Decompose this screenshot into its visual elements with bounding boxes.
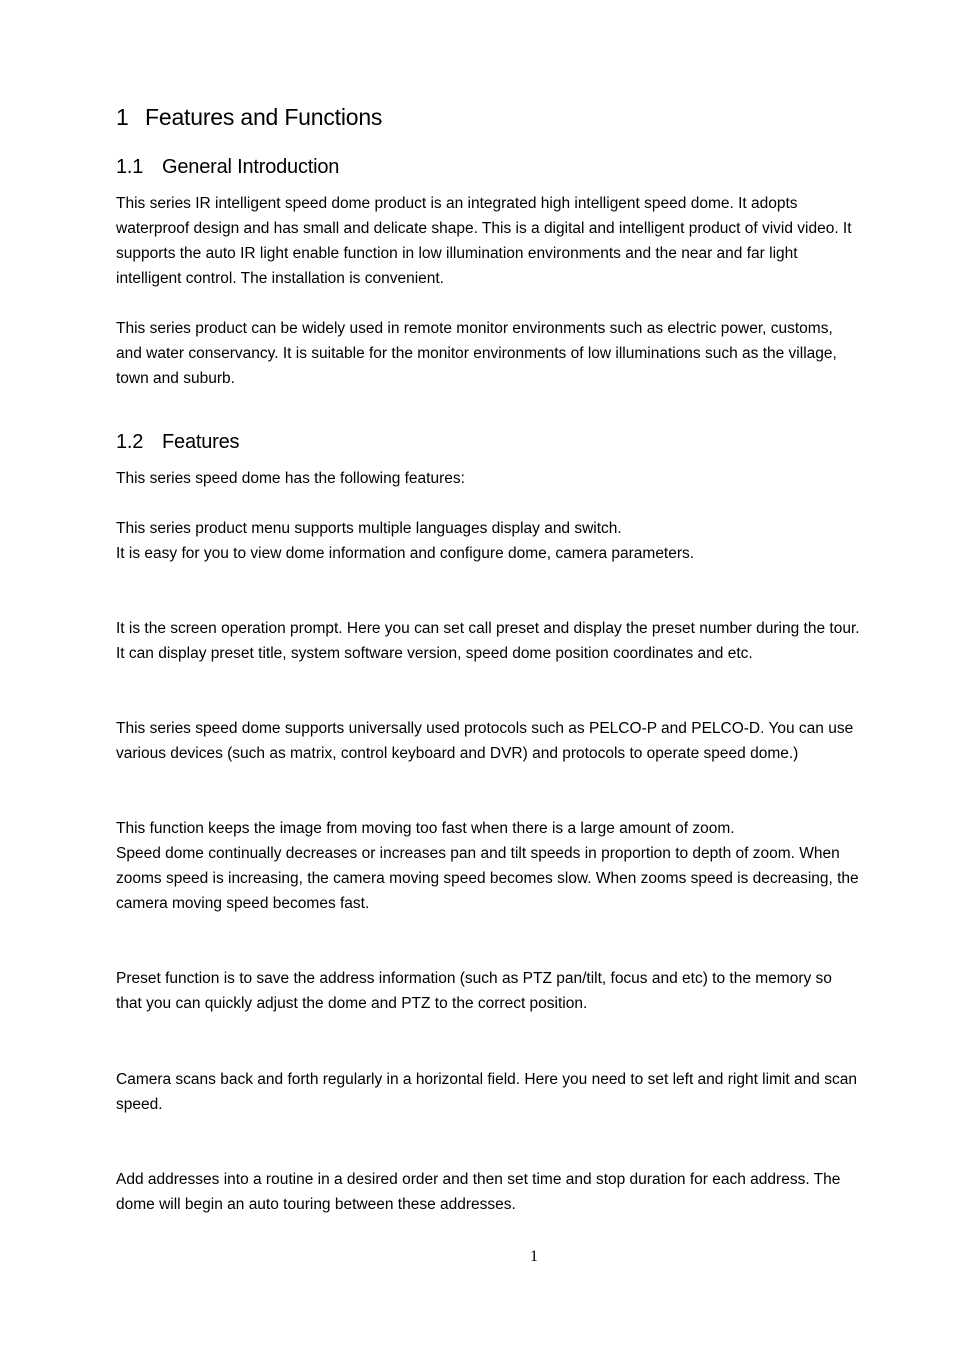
section-title: General Introduction [162, 156, 340, 178]
section-heading-general-introduction [116, 156, 339, 179]
text-line: Camera scans back and forth regularly in a horizontal field. Here you need to set left and right limit and scan [116, 1071, 857, 1088]
text-line: It is the screen operation prompt. Here you can set call preset and display the preset number during the tour. [116, 620, 860, 637]
text-line: This function keeps the image from moving too fast when there is a large amount of zoom. [116, 820, 735, 837]
text-line: This series speed dome has the following features: [116, 470, 465, 487]
page-number: 1 [530, 1248, 538, 1265]
text-line: Preset function is to save the address information (such as PTZ pan/tilt, focus and etc) to the memory so [116, 970, 832, 987]
paragraph-scan [116, 1067, 936, 1117]
paragraph-protocols [116, 716, 936, 766]
text-line: that you can quickly adjust the dome and PTZ to the correct position. [116, 995, 588, 1012]
text-line: waterproof design and has small and delicate shape. This is a digital and intelligent product of vivid video. It [116, 220, 852, 237]
text-line: speed. [116, 1096, 163, 1113]
paragraph-menu [116, 516, 936, 566]
section-number: 1.2 [116, 431, 144, 453]
text-line: This series product can be widely used in remote monitor environments such as electric power, customs, [116, 320, 833, 337]
text-line: Add addresses into a routine in a desired order and then set time and stop duration for each address. The [116, 1171, 841, 1188]
paragraph-tour [116, 1167, 936, 1217]
text-line: various devices (such as matrix, control keyboard and DVR) and protocols to operate speed dome.) [116, 745, 799, 762]
paragraph-zoom-speed [116, 816, 936, 916]
text-line: This series IR intelligent speed dome product is an integrated high intelligent speed dome. It adopts [116, 195, 798, 212]
text-line: and water conservancy. It is suitable for the monitor environments of low illuminations such as the village, [116, 345, 837, 362]
chapter-number: 1 [116, 104, 129, 130]
text-line: town and suburb. [116, 370, 235, 387]
page-footer [0, 1248, 954, 1266]
text-line: camera moving speed becomes fast. [116, 895, 370, 912]
paragraph-preset [116, 966, 936, 1016]
text-line: This series product menu supports multiple languages display and switch. [116, 520, 622, 537]
paragraph-screen-prompt [116, 616, 936, 666]
paragraph-features-intro [116, 466, 936, 491]
text-line: zooms speed is increasing, the camera moving speed becomes slow. When zooms speed is decreasing, the [116, 870, 859, 887]
paragraph-intro-1 [116, 191, 936, 291]
chapter-title: Features and Functions [145, 104, 383, 130]
text-line: It can display preset title, system software version, speed dome position coordinates and etc. [116, 645, 753, 662]
text-line: supports the auto IR light enable function in low illumination environments and the near and far light [116, 245, 798, 262]
text-line: intelligent control. The installation is convenient. [116, 270, 444, 287]
section-heading-features [116, 431, 239, 454]
chapter-heading [116, 104, 382, 131]
text-line: dome will begin an auto touring between these addresses. [116, 1196, 516, 1213]
text-line: This series speed dome supports universally used protocols such as PELCO-P and PELCO-D. You can use [116, 720, 854, 737]
section-number: 1.1 [116, 156, 144, 178]
text-line: It is easy for you to view dome information and configure dome, camera parameters. [116, 545, 695, 562]
paragraph-intro-2 [116, 316, 936, 391]
section-title: Features [162, 431, 240, 453]
text-line: Speed dome continually decreases or increases pan and tilt speeds in proportion to depth of zoom. When [116, 845, 840, 862]
